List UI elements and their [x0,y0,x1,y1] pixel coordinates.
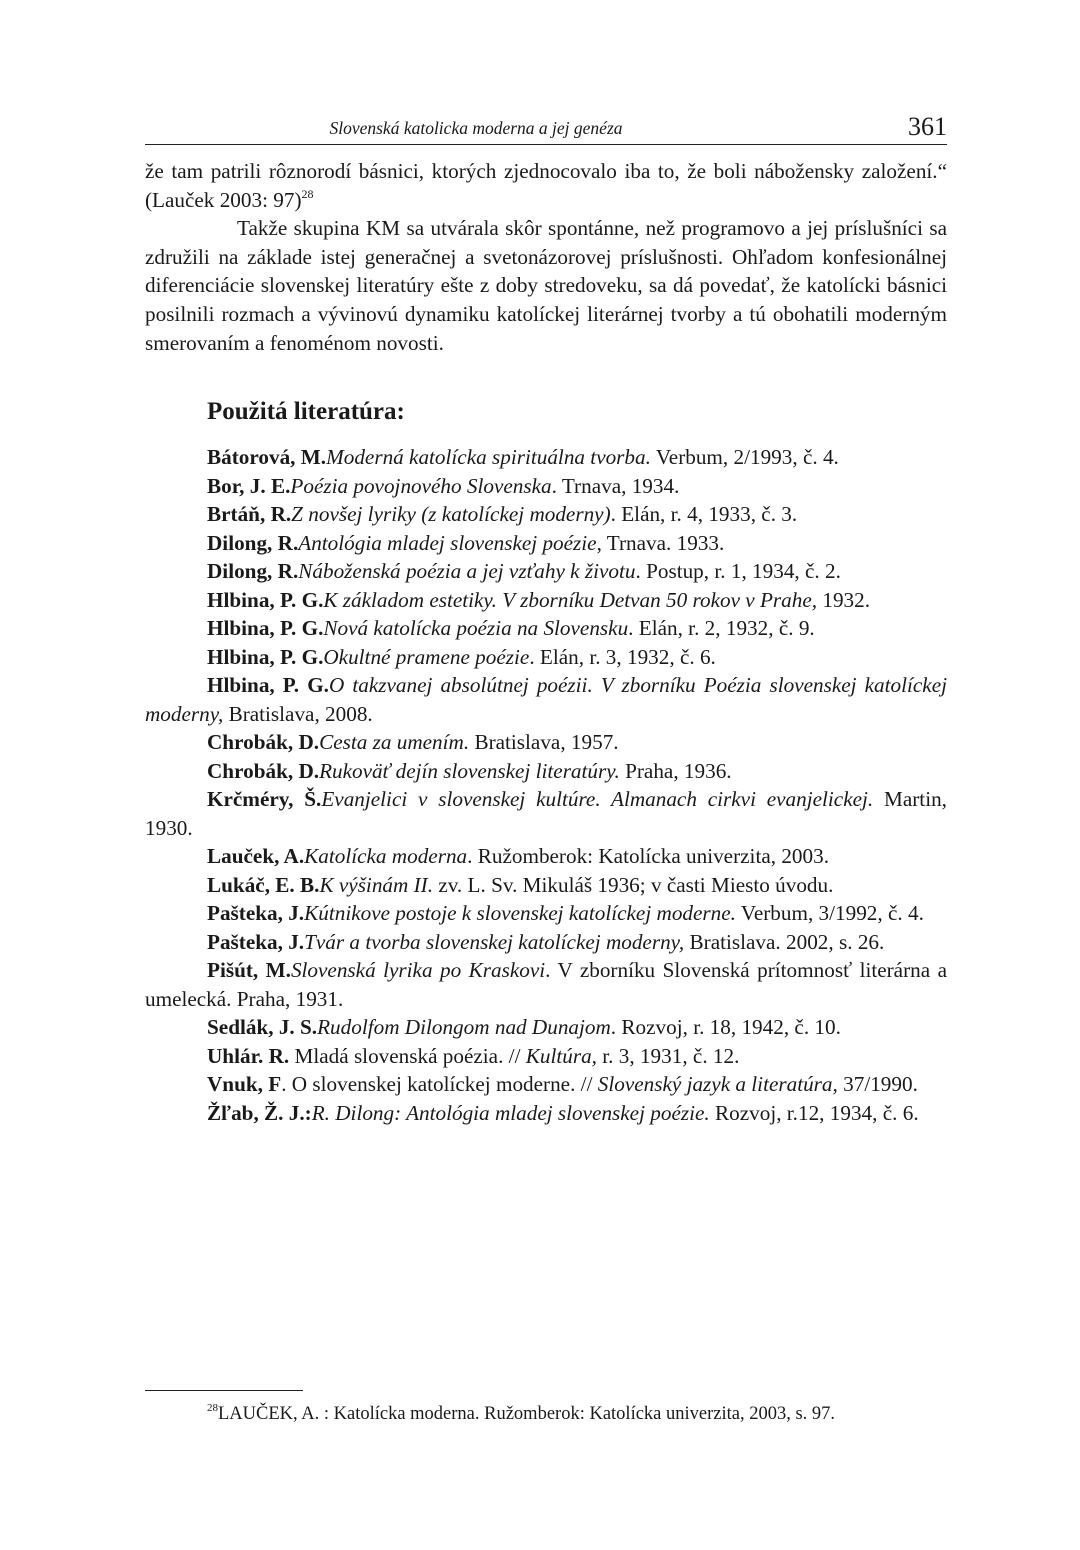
reference-entry [145,842,947,871]
reference-entry [145,956,947,1013]
reference-author: Dilong, R. [207,559,299,583]
reference-text: . O slovenskej katolíckej moderne. // [281,1072,598,1096]
reference-entry [145,614,947,643]
reference-author: Pišút, M. [207,958,291,982]
reference-title: Moderná katolícka spirituálna tvorba. [326,445,651,469]
reference-list [145,443,947,1127]
reference-author: Pašteka, J. [207,901,305,925]
reference-entry [145,1042,947,1071]
reference-entry [145,671,947,728]
reference-title: Rukoväť dejín slovenskej literatúry. [319,758,620,783]
reference-details: Martin, 1930. [145,787,947,840]
reference-title: Slovenský jazyk a literatúra, [597,1072,838,1096]
running-title: Slovenská katolicka moderna a jej genéza [329,118,623,138]
reference-author: Lauček, A. [207,844,305,868]
reference-author: Uhlár. R. [207,1043,290,1068]
reference-details: zv. L. Sv. Mikuláš 1936; v časti Miesto úvodu. [433,872,834,897]
reference-title: Slovenská lyrika po Kraskovi [290,958,546,982]
reference-details: Bratislava, 1957. [469,730,619,754]
footnote-reference: 28 [301,186,314,201]
reference-author: Bor, J. E. [207,473,291,498]
reference-title: Katolícka moderna [304,844,468,868]
reference-details: . V zborníku Slovenská prítomnosť literárna a umelecká. Praha, 1931. [145,958,947,1011]
running-header [145,112,947,145]
reference-title: Poézia povojnového Slovenska [290,473,552,498]
reference-entry [145,871,947,900]
reference-title: K výšinám II. [319,872,434,897]
reference-entry [145,757,947,786]
page-number: 361 [908,112,947,141]
footnote-number: 28 [207,1401,218,1414]
footnote-text: LAUČEK, A. : Katolícka moderna. Ružomberok: Katolícka univerzita, 2003, s. 97. [218,1404,836,1424]
reference-title: Tvár a tvorba slovenskej katolíckej moderny, [304,929,685,954]
reference-author: Bátorová, M. [207,445,327,469]
reference-author: Hlbina, P. G. [207,587,324,612]
reference-title: Cesta za umením. [319,730,470,754]
reference-author: Pašteka, J. [207,929,305,954]
reference-title: Náboženská poézia a jej vzťahy k životu [298,559,636,583]
reference-title: Okultné pramene poézie [323,644,530,669]
reference-entry [145,899,947,928]
paragraph-2: Takže skupina KM sa utvárala skôr spontánne, než programovo a jej príslušníci sa združili na základe istej generačnej a svetonázorovej príslušnosti. Ohľadom konfesionálnej diferenciácie slovenskej literatúry ešte z doby stredoveku, sa dá povedať, že katolícki básnici posilnili rozmach a vývinovú dynamiku katolíckej literárnej tvorby a tú obohatili moderným smerovaním a fenoménom novosti. [145,216,947,355]
reference-details: Verbum, 3/1992, č. 4. [735,901,924,925]
reference-title: Kultúra, [525,1043,597,1068]
reference-details: Rozvoj, r.12, 1934, č. 6. [709,1100,919,1125]
reference-details: . Trnava, 1934. [551,473,680,498]
reference-author: Hlbina, P. G. [207,616,324,640]
reference-entry [145,557,947,586]
reference-title: K základom estetiky. V zborníku Detvan 50 rokov v Prahe, [323,587,818,612]
paragraph-1-text: že tam patrili rôznorodí básnici, ktorých zjednocovalo iba to, že boli nábožensky založení.“ (Lauček 2003: 97) [145,159,947,212]
reference-author: Vnuk, F [207,1072,282,1096]
reference-details: . Elán, r. 3, 1932, č. 6. [529,644,716,669]
reference-entry [145,472,947,501]
reference-author: Sedlák, J. S. [207,1015,318,1039]
reference-author: Krčméry, Š. [207,787,322,811]
body-text [145,157,947,357]
reference-author: Hlbina, P. G. [207,644,324,669]
reference-author: Hlbina, P. G. [207,673,329,697]
reference-details: Verbum, 2/1993, č. 4. [650,445,839,469]
reference-author: Chrobák, D. [207,758,320,783]
reference-details: Praha, 1936. [619,758,732,783]
reference-author: Chrobák, D. [207,730,320,754]
reference-title: Evanjelici v slovenskej kultúre. Almanach cirkvi evanjelickej. [321,787,874,811]
reference-title: Kútnikove postoje k slovenskej katolíckej moderne. [304,901,736,925]
reference-details: . Elán, r. 2, 1932, č. 9. [628,616,815,640]
reference-author: Dilong, R. [207,530,299,555]
section-heading: Použitá literatúra: [207,398,405,425]
reference-entry [145,785,947,842]
reference-title: Rudolfom Dilongom nad Dunajom [317,1015,611,1039]
footnote [145,1402,947,1426]
reference-details: r. 3, 1931, č. 12. [596,1043,740,1068]
reference-entry [145,529,947,558]
reference-entry [145,643,947,672]
reference-details: . Elán, r. 4, 1933, č. 3. [610,502,798,526]
reference-title: R. Dilong: Antológia mladej slovenskej poézie. [311,1100,710,1125]
reference-entry [145,728,947,757]
reference-text: Mladá slovenská poézia. // [289,1043,526,1068]
reference-title: O takzvanej absolútnej poézii. V zborníku Poézia slovenskej katolíckej moderny, [145,673,948,726]
reference-title: Nová katolícka poézia na Slovensku [323,616,629,640]
reference-title: Antológia mladej slovenskej poézie [298,530,597,555]
reference-details: , Trnava. 1933. [596,530,725,555]
reference-author: Brtáň, R. [207,502,292,526]
footnote-divider [145,1390,303,1391]
reference-details: 37/1990. [837,1072,918,1096]
reference-details: . Rozvoj, r. 18, 1942, č. 10. [610,1015,841,1039]
reference-entry [145,1070,947,1099]
reference-details: 1932. [817,587,871,612]
reference-details: Bratislava, 2008. [223,701,373,726]
reference-entry [145,500,947,529]
paragraph-1 [145,157,947,214]
reference-details: Bratislava. 2002, s. 26. [684,929,885,954]
reference-entry [145,443,947,472]
reference-details: . Ružomberok: Katolícka univerzita, 2003. [467,844,829,868]
reference-entry [145,586,947,615]
reference-entry [145,1099,947,1128]
reference-author: Lukáč, E. B. [207,872,320,897]
reference-title: Z novšej lyriky (z katolíckej moderny) [291,502,611,526]
reference-entry [145,928,947,957]
reference-details: . Postup, r. 1, 1934, č. 2. [635,559,841,583]
reference-author: Žľab, Ž. J.: [207,1100,312,1125]
reference-entry [145,1013,947,1042]
